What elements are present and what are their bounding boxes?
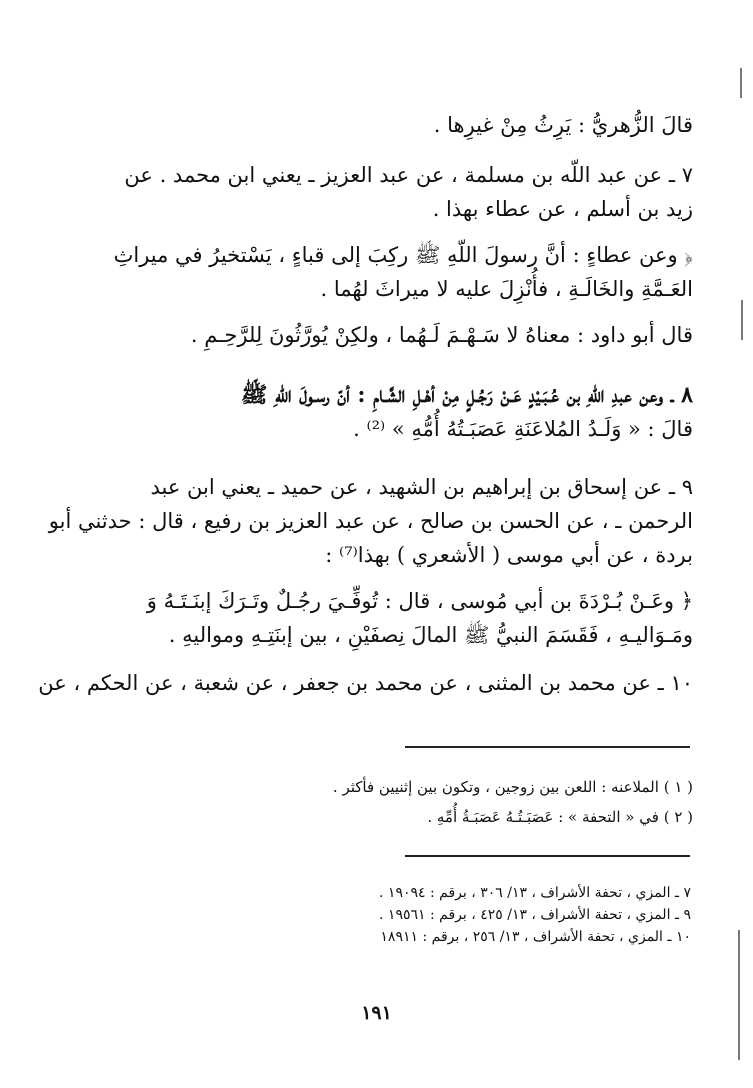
text-line: الرحمن ـ ، عن الحسن بن صالح ، عن عبد العزيز بن رفيع ، قال : حدثني أبو [48, 509, 693, 533]
text-line: ٨ ـ وعن عبدِ اللهِ بن عُـبَـيْدٍ عَـنْ رَجُـلٍ مِنْ أهْـلِ الشَّـامِ : أنّ رسـولَ اللهِ ﷺ [240, 382, 693, 408]
hadith-10-chain [33, 666, 693, 700]
hadith-7-text [33, 238, 693, 306]
text-line: قالَ : « وَلَـدُ المُلاعَنَةِ عَصَبَـتُهُ أُمُّهِ » ⁽²⁾ . [353, 417, 693, 441]
footnotes [193, 772, 693, 832]
zuhri-statement [33, 108, 693, 142]
hadith-9-text [33, 584, 693, 652]
text-line: ﴿ وعن عطاءٍ : أنَّ رسولَ اللّهِ ﷺ ركِبَ إلى قباءٍ ، يَسْتخيرُ في ميراثِ [113, 243, 693, 267]
scan-edge-mark [740, 68, 742, 98]
source-line: ١٠ ـ المزي ، تحفة الأشراف ، ١٣/ ٢٥٦ ، برقم : ١٨٩١١ [380, 929, 691, 945]
scan-edge-mark [738, 930, 740, 1060]
page-number: ١٩١ [361, 1002, 392, 1024]
footnote: ( ١ ) الملاعنه : اللعن بين زوجين ، وتكون بين إثنيين فأكثر . [332, 778, 693, 796]
hadith-8 [33, 378, 693, 446]
sources-separator [405, 855, 690, 857]
source-line: ٩ ـ المزي ، تحفة الأشراف ، ١٣/ ٤٢٥ ، برقم : ١٩٥٦١ . [379, 907, 691, 923]
text-line: العَـمَّةِ والخَالَـةِ ، فأُنْزِلَ عليه لا ميراثَ لهُما . [320, 277, 693, 301]
abu-dawud-comment [33, 318, 693, 352]
text-line: ٩ ـ عن إسحاق بن إبراهيم بن الشهيد ، عن حميد ـ يعني ابن عبد [150, 475, 693, 499]
footnote: ( ٢ ) في « التحفة » : عَصَبَـتُـهُ عَصَبَـةُ أُمِّهِ . [427, 808, 693, 826]
text-line: ١٠ ـ عن محمد بن المثنى ، عن محمد بن جعفر ، عن شعبة ، عن الحكم ، عن [38, 671, 693, 695]
source-line: ٧ ـ المزي ، تحفة الأشراف ، ١٣/ ٣٠٦ ، برقم : ١٩٠٩٤ . [379, 885, 691, 901]
hadith-7-chain [33, 158, 693, 226]
text-line: بردة ، عن أبي موسى ( الأشعري ) بهذا⁽⁷⁾ : [325, 543, 693, 567]
scan-edge-mark [741, 300, 743, 340]
text-line: ﴿ وعَـنْ بُـرْدَةَ بن أبي مُوسى ، قال : تُوفِّـيَ رجُـلٌ وتَـرَكَ إبنَـتَـهُ وَ [146, 589, 693, 613]
text-line: قالَ الزُّهريُّ : يَرِثُ مِنْ غيرِها . [433, 113, 693, 137]
footnote-separator [405, 746, 690, 748]
hadith-9-chain [33, 470, 693, 572]
text-line: ٧ ـ عن عبد اللّه بن مسلمة ، عن عبد العزيز ـ يعني ابن محمد . عن [124, 163, 693, 187]
text-line: ومَـوَاليـهِ ، فَقَسَمَ النبيُّ ﷺ المالَ نِصفَيْنِ ، بين إبنَتِـهِ ومواليهِ . [168, 623, 693, 647]
source-references [191, 882, 691, 948]
text-line: قال أبو داود : معناهُ لا سَـهْـمَ لَـهُما ، ولكِنْ يُورَّثُونَ لِلرَّحِـمِ . [190, 323, 693, 347]
text-line: زيد بن أسلم ، عن عطاء بهذا . [432, 197, 693, 221]
